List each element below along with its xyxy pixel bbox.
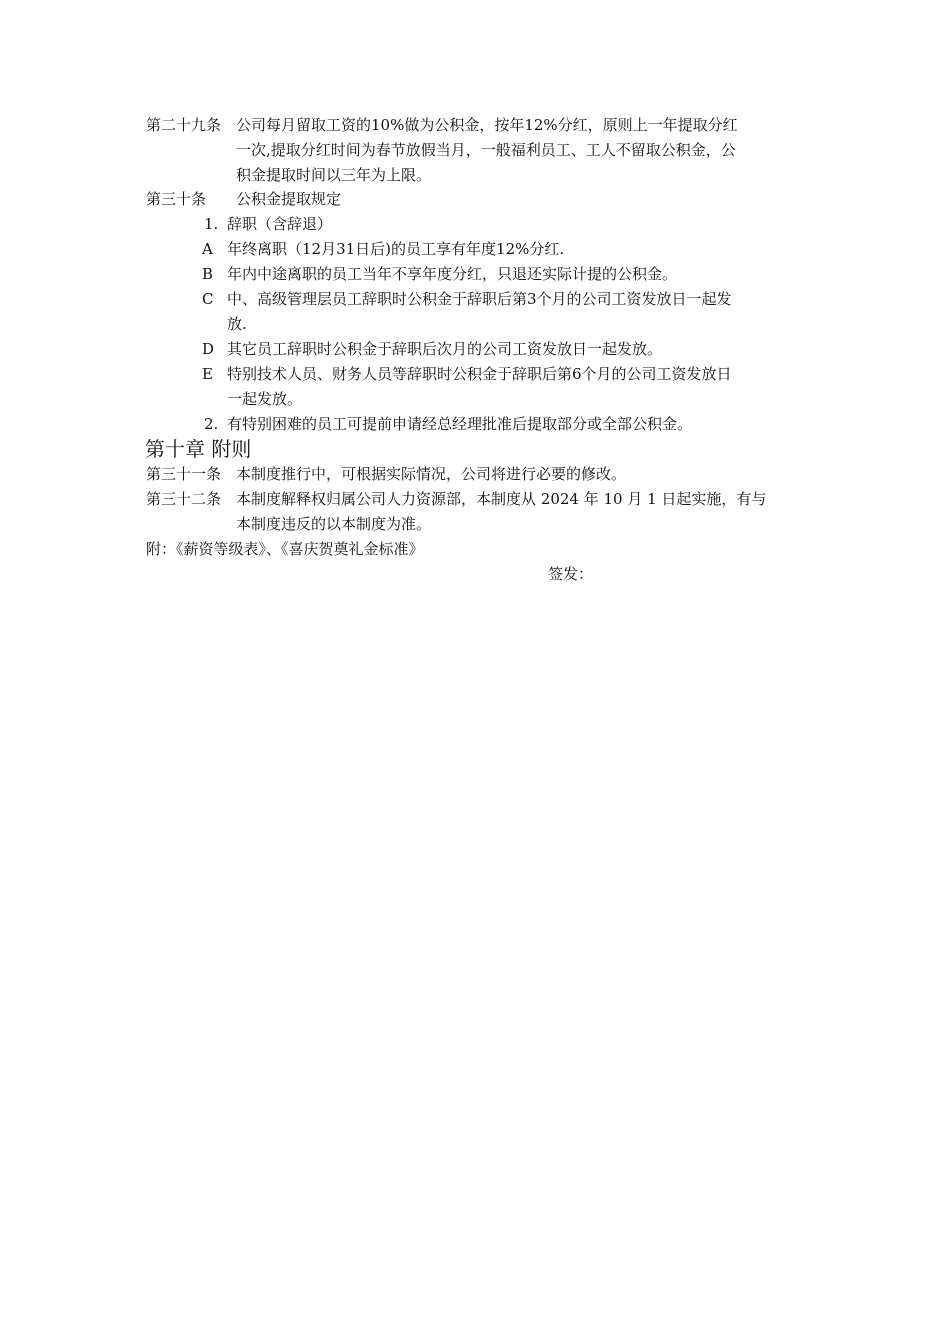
article-30-item-2-text: 有特别困难的员工可提前申请经总经理批准后提取部分或全部公积金。 (227, 415, 693, 433)
article-31-label: 第三十一条 (146, 465, 222, 483)
article-30-label: 第三十条 (146, 190, 207, 208)
article-32-line-2: 本制度违反的以本制度为准。 (236, 515, 432, 533)
article-30-item-1-number: 1. (204, 215, 219, 233)
subitem-e-line-2: 一起发放。 (227, 390, 303, 408)
article-30-item-2-number: 2. (204, 415, 219, 433)
article-32-line-1: 本制度解释权归属公司人力资源部，本制度从 2024 年 10 月 1 日起实施，有与 (236, 490, 767, 508)
article-30-title: 公积金提取规定 (236, 190, 342, 208)
article-31-text: 本制度推行中，可根据实际情况，公司将进行必要的修改。 (236, 465, 627, 483)
subitem-b-line-1: 年内中途离职的员工当年不享年度分红，只退还实际计提的公积金。 (227, 265, 678, 283)
article-29-label: 第二十九条 (146, 116, 222, 134)
subitem-a-letter: A (202, 240, 213, 258)
subitem-b-letter: B (202, 265, 214, 283)
chapter-10-title: 第十章 附则 (145, 437, 252, 461)
article-29-line-3: 积金提取时间以三年为上限。 (236, 166, 432, 184)
attachment-note: 附：《薪资等级表》、《喜庆贺奠礼金标准》 (146, 540, 424, 558)
subitem-e-letter: E (202, 365, 213, 383)
subitem-c-line-1: 中、高级管理层员工辞职时公积金于辞职后第3个月的公司工资发放日一起发 (227, 290, 732, 308)
article-29-line-2: 一次,提取分红时间为春节放假当月，一般福利员工、工人不留取公积金，公 (236, 141, 736, 159)
signoff-label: 签发： (548, 565, 594, 583)
article-30-item-1-text: 辞职（含辞退） (227, 215, 333, 233)
article-32-label: 第三十二条 (146, 490, 222, 508)
subitem-c-line-2: 放. (227, 315, 247, 333)
subitem-c-letter: C (202, 290, 214, 308)
article-29-line-1: 公司每月留取工资的10%做为公积金，按年12%分红，原则上一年提取分红 (236, 116, 738, 134)
subitem-a-line-1: 年终离职（12月31日后)的员工享有年度12%分红. (227, 240, 565, 258)
subitem-d-letter: D (202, 340, 215, 358)
subitem-e-line-1: 特别技术人员、财务人员等辞职时公积金于辞职后第6个月的公司工资发放日 (227, 365, 732, 383)
subitem-d-line-1: 其它员工辞职时公积金于辞职后次月的公司工资发放日一起发放。 (227, 340, 663, 358)
